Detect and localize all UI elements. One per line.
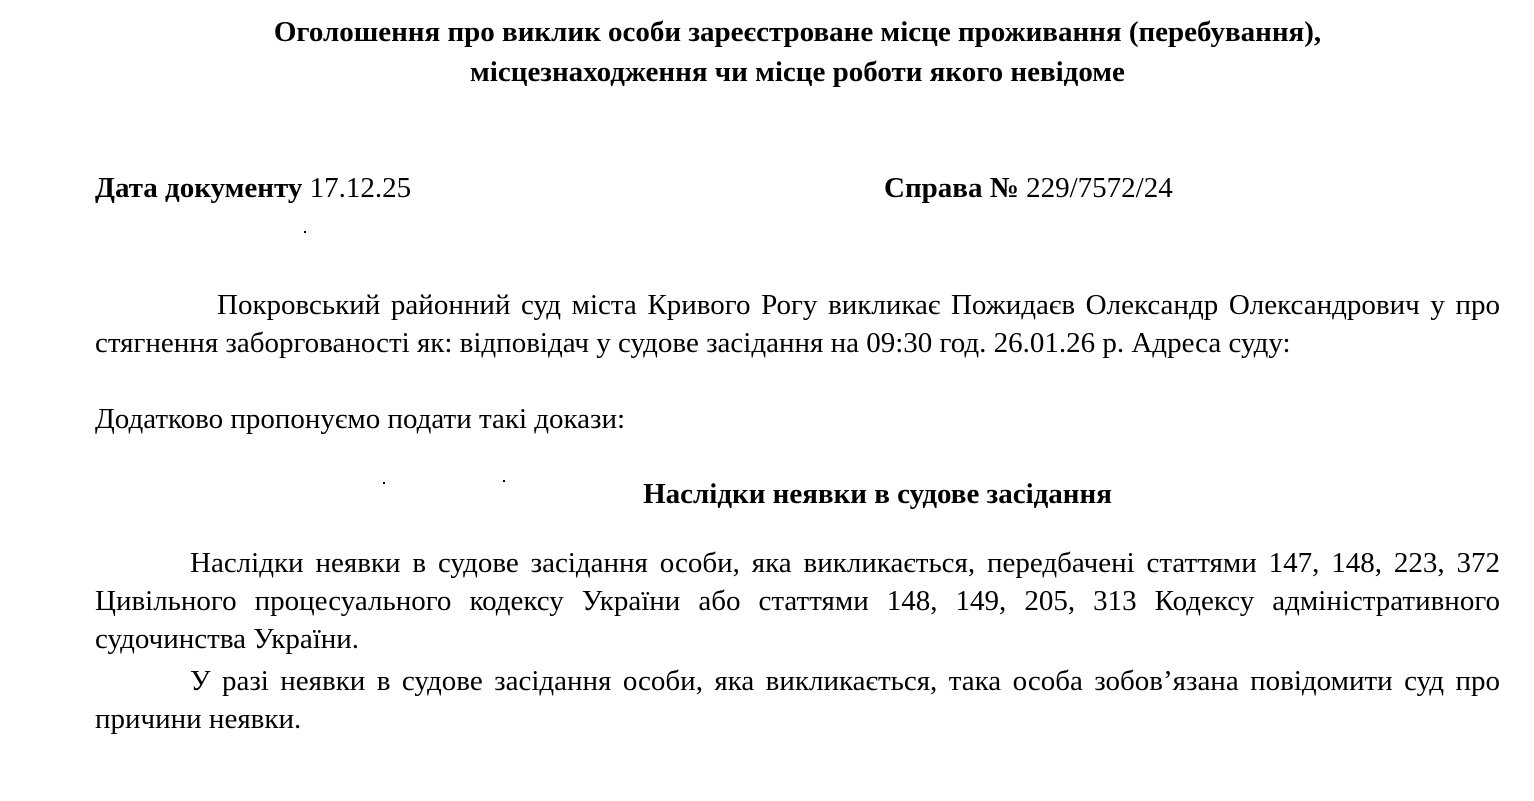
consequences-paragraph: Наслідки неявки в судове засідання особи, яка викликається, передбачені статтями 147, 148, 223, 372 Цивільного процесуального кодексу України або статтями 148, 149, 205, 313 Кодексу адміністративного судочинства України. [95,547,1500,655]
document-date-value: 17.12.25 [309,172,412,204]
document-date [95,170,411,206]
case-number-label: Справа № [884,172,1019,204]
summons-paragraph: Покровський районний суд міста Кривого Рогу викликає Пожидаєв Олександр Олександрович у про стягнення заборгованості як: відповідач у судове засідання на 09:30 год. 26.01.26 р. Адреса суду: [95,289,1500,359]
document-date-label: Дата документу [95,172,303,204]
duty-paragraph: У разі неявки в судове засідання особи, яка викликається, така особа зобов’язана повідомити суд про причини неявки. [95,665,1500,735]
case-number-value: 229/7572/24 [1026,172,1173,204]
document-title-line-1: Оголошення про виклик особи зареєстроване місце проживання (перебування), [273,16,1322,48]
document-title-line-2: місцезнаходження чи місце роботи якого невідоме [470,56,1125,88]
evidence-paragraph: Додатково пропонуємо подати такі докази: [95,403,626,435]
scan-speck [304,231,306,233]
case-number [884,170,1173,206]
consequences-heading: Наслідки неявки в судове засідання [643,478,1112,510]
